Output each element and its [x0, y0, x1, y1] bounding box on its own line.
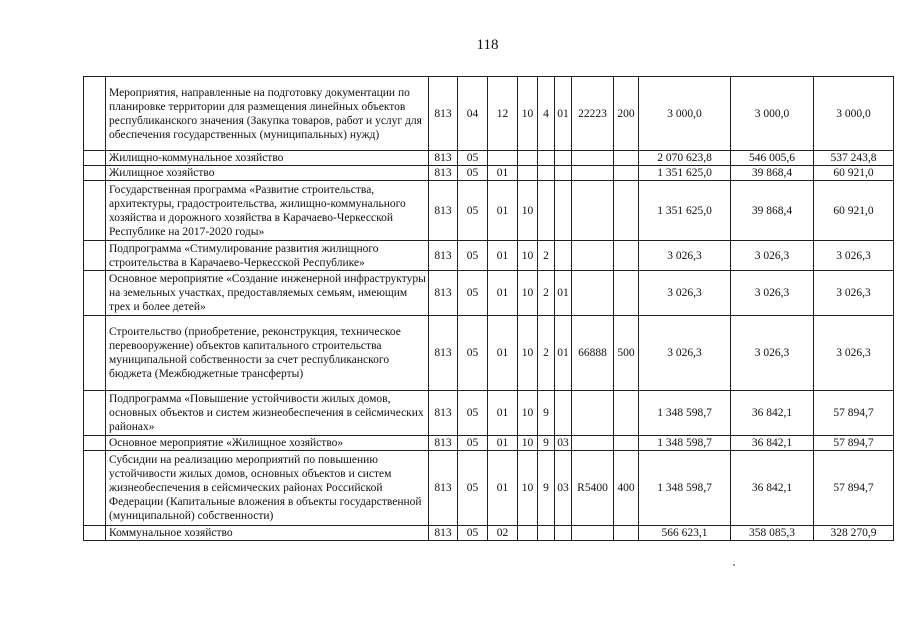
ved-code: 813	[429, 271, 458, 316]
table-body	[84, 77, 894, 541]
cs-subprogram-code: 2	[538, 271, 555, 316]
rz-code: 05	[458, 526, 488, 541]
cs-program-code: 10	[518, 77, 538, 151]
cs-direction-code: 66888	[572, 316, 614, 391]
cs-activity-code: 03	[555, 451, 572, 526]
cs-subprogram-code	[538, 166, 555, 181]
cs-activity-code	[555, 391, 572, 436]
ved-code: 813	[429, 526, 458, 541]
row-name: Коммунальное хозяйство	[106, 526, 429, 541]
vr-code	[614, 526, 639, 541]
left-margin-cell	[84, 166, 106, 181]
pr-code: 01	[488, 316, 518, 391]
amount-year-3: 57 894,7	[814, 436, 894, 451]
cs-subprogram-code: 2	[538, 241, 555, 271]
cs-program-code: 10	[518, 391, 538, 436]
amount-year-2: 36 842,1	[731, 391, 814, 436]
pr-code: 01	[488, 436, 518, 451]
amount-year-1: 3 026,3	[639, 241, 731, 271]
page-number: 118	[476, 37, 499, 53]
row-name: Строительство (приобретение, реконструкция, техническое перевооружение) объектов капитального строительства муниципальной собственности за счет республиканского бюджета (Межбюджетные трансферты)	[106, 316, 429, 391]
vr-code	[614, 241, 639, 271]
ved-code: 813	[429, 391, 458, 436]
cs-subprogram-code	[538, 151, 555, 166]
row-name: Подпрограмма «Повышение устойчивости жилых домов, основных объектов и систем жизнеобеспечения в сейсмических районах»	[106, 391, 429, 436]
cs-program-code: 10	[518, 271, 538, 316]
cs-activity-code: 01	[555, 77, 572, 151]
row-name: Основное мероприятие «Жилищное хозяйство»	[106, 436, 429, 451]
rz-code: 05	[458, 166, 488, 181]
row-name: Субсидии на реализацию мероприятий по повышению устойчивости жилых домов, основных объектов и систем жизнеобеспечения в сейсмических районах Российской Федерации (Капитальные вложения в объекты государственной (муниципальной) собственности)	[106, 451, 429, 526]
cs-program-code	[518, 526, 538, 541]
amount-year-2: 546 005,6	[731, 151, 814, 166]
cs-activity-code	[555, 181, 572, 241]
amount-year-1: 2 070 623,8	[639, 151, 731, 166]
amount-year-3: 60 921,0	[814, 166, 894, 181]
amount-year-2: 39 868,4	[731, 181, 814, 241]
cs-subprogram-code: 9	[538, 451, 555, 526]
amount-year-2: 358 085,3	[731, 526, 814, 541]
amount-year-3: 60 921,0	[814, 181, 894, 241]
rz-code: 05	[458, 151, 488, 166]
cs-direction-code	[572, 241, 614, 271]
row-name: Жилищное хозяйство	[106, 166, 429, 181]
table-row	[84, 77, 894, 151]
amount-year-3: 328 270,9	[814, 526, 894, 541]
vr-code	[614, 181, 639, 241]
cs-direction-code	[572, 166, 614, 181]
vr-code	[614, 271, 639, 316]
table-row	[84, 436, 894, 451]
amount-year-1: 1 348 598,7	[639, 436, 731, 451]
amount-year-3: 57 894,7	[814, 451, 894, 526]
left-margin-cell	[84, 526, 106, 541]
vr-code: 200	[614, 77, 639, 151]
left-margin-cell	[84, 391, 106, 436]
amount-year-2: 3 026,3	[731, 241, 814, 271]
cs-direction-code: R5400	[572, 451, 614, 526]
rz-code: 05	[458, 451, 488, 526]
vr-code: 400	[614, 451, 639, 526]
cs-activity-code	[555, 526, 572, 541]
row-name: Мероприятия, направленные на подготовку документации по планировке территории для размещения линейных объектов республиканского значения (Закупка товаров, работ и услуг для обеспечения государственных (муниципальных) нужд)	[106, 77, 429, 151]
cs-program-code: 10	[518, 181, 538, 241]
cs-activity-code	[555, 166, 572, 181]
pr-code: 12	[488, 77, 518, 151]
rz-code: 05	[458, 316, 488, 391]
left-margin-cell	[84, 241, 106, 271]
amount-year-1: 3 000,0	[639, 77, 731, 151]
ved-code: 813	[429, 451, 458, 526]
table-row	[84, 181, 894, 241]
amount-year-2: 3 026,3	[731, 316, 814, 391]
table-row	[84, 151, 894, 166]
ved-code: 813	[429, 77, 458, 151]
ved-code: 813	[429, 436, 458, 451]
cs-program-code: 10	[518, 451, 538, 526]
cs-subprogram-code: 9	[538, 391, 555, 436]
amount-year-2: 39 868,4	[731, 166, 814, 181]
vr-code	[614, 436, 639, 451]
cs-subprogram-code: 2	[538, 316, 555, 391]
amount-year-1: 3 026,3	[639, 271, 731, 316]
amount-year-1: 1 348 598,7	[639, 451, 731, 526]
ved-code: 813	[429, 181, 458, 241]
table-row	[84, 271, 894, 316]
cs-program-code	[518, 166, 538, 181]
scan-speck	[733, 564, 735, 566]
table-row	[84, 166, 894, 181]
row-name: Государственная программа «Развитие строительства, архитектуры, градостроительства, жилищно-коммунального хозяйства и дорожного хозяйства в Карачаево-Черкесской Республике на 2017-2020 годы»	[106, 181, 429, 241]
cs-direction-code	[572, 526, 614, 541]
vr-code	[614, 166, 639, 181]
left-margin-cell	[84, 77, 106, 151]
vr-code	[614, 391, 639, 436]
rz-code: 05	[458, 241, 488, 271]
cs-direction-code	[572, 151, 614, 166]
rz-code: 05	[458, 181, 488, 241]
pr-code: 01	[488, 166, 518, 181]
pr-code: 01	[488, 241, 518, 271]
cs-subprogram-code	[538, 181, 555, 241]
row-name: Основное мероприятие «Создание инженерной инфраструктуры на земельных участках, предоставляемых семьям, имеющим трех и более детей»	[106, 271, 429, 316]
cs-program-code: 10	[518, 241, 538, 271]
amount-year-3: 3 000,0	[814, 77, 894, 151]
cs-activity-code	[555, 241, 572, 271]
cs-activity-code: 01	[555, 271, 572, 316]
budget-table	[83, 76, 894, 541]
pr-code: 02	[488, 526, 518, 541]
rz-code: 04	[458, 77, 488, 151]
amount-year-3: 3 026,3	[814, 241, 894, 271]
cs-activity-code: 03	[555, 436, 572, 451]
pr-code	[488, 151, 518, 166]
amount-year-1: 1 351 625,0	[639, 181, 731, 241]
table-row	[84, 241, 894, 271]
cs-direction-code: 22223	[572, 77, 614, 151]
vr-code: 500	[614, 316, 639, 391]
cs-subprogram-code	[538, 526, 555, 541]
cs-subprogram-code: 9	[538, 436, 555, 451]
ved-code: 813	[429, 316, 458, 391]
table-row	[84, 391, 894, 436]
cs-direction-code	[572, 271, 614, 316]
cs-subprogram-code: 4	[538, 77, 555, 151]
left-margin-cell	[84, 316, 106, 391]
ved-code: 813	[429, 151, 458, 166]
amount-year-3: 537 243,8	[814, 151, 894, 166]
amount-year-2: 3 000,0	[731, 77, 814, 151]
cs-activity-code: 01	[555, 316, 572, 391]
vr-code	[614, 151, 639, 166]
amount-year-1: 566 623,1	[639, 526, 731, 541]
rz-code: 05	[458, 271, 488, 316]
amount-year-2: 36 842,1	[731, 451, 814, 526]
rz-code: 05	[458, 436, 488, 451]
pr-code: 01	[488, 391, 518, 436]
amount-year-3: 3 026,3	[814, 271, 894, 316]
cs-program-code	[518, 151, 538, 166]
table-row	[84, 526, 894, 541]
table-row	[84, 451, 894, 526]
amount-year-1: 1 351 625,0	[639, 166, 731, 181]
left-margin-cell	[84, 436, 106, 451]
ved-code: 813	[429, 166, 458, 181]
row-name: Подпрограмма «Стимулирование развития жилищного строительства в Карачаево-Черкесской Республике»	[106, 241, 429, 271]
amount-year-3: 57 894,7	[814, 391, 894, 436]
cs-direction-code	[572, 436, 614, 451]
amount-year-1: 3 026,3	[639, 316, 731, 391]
amount-year-3: 3 026,3	[814, 316, 894, 391]
cs-direction-code	[572, 391, 614, 436]
cs-activity-code	[555, 151, 572, 166]
left-margin-cell	[84, 181, 106, 241]
amount-year-2: 36 842,1	[731, 436, 814, 451]
left-margin-cell	[84, 151, 106, 166]
amount-year-2: 3 026,3	[731, 271, 814, 316]
left-margin-cell	[84, 451, 106, 526]
left-margin-cell	[84, 271, 106, 316]
amount-year-1: 1 348 598,7	[639, 391, 731, 436]
row-name: Жилищно-коммунальное хозяйство	[106, 151, 429, 166]
ved-code: 813	[429, 241, 458, 271]
cs-direction-code	[572, 181, 614, 241]
pr-code: 01	[488, 451, 518, 526]
pr-code: 01	[488, 181, 518, 241]
cs-program-code: 10	[518, 316, 538, 391]
pr-code: 01	[488, 271, 518, 316]
table-row	[84, 316, 894, 391]
rz-code: 05	[458, 391, 488, 436]
cs-program-code: 10	[518, 436, 538, 451]
